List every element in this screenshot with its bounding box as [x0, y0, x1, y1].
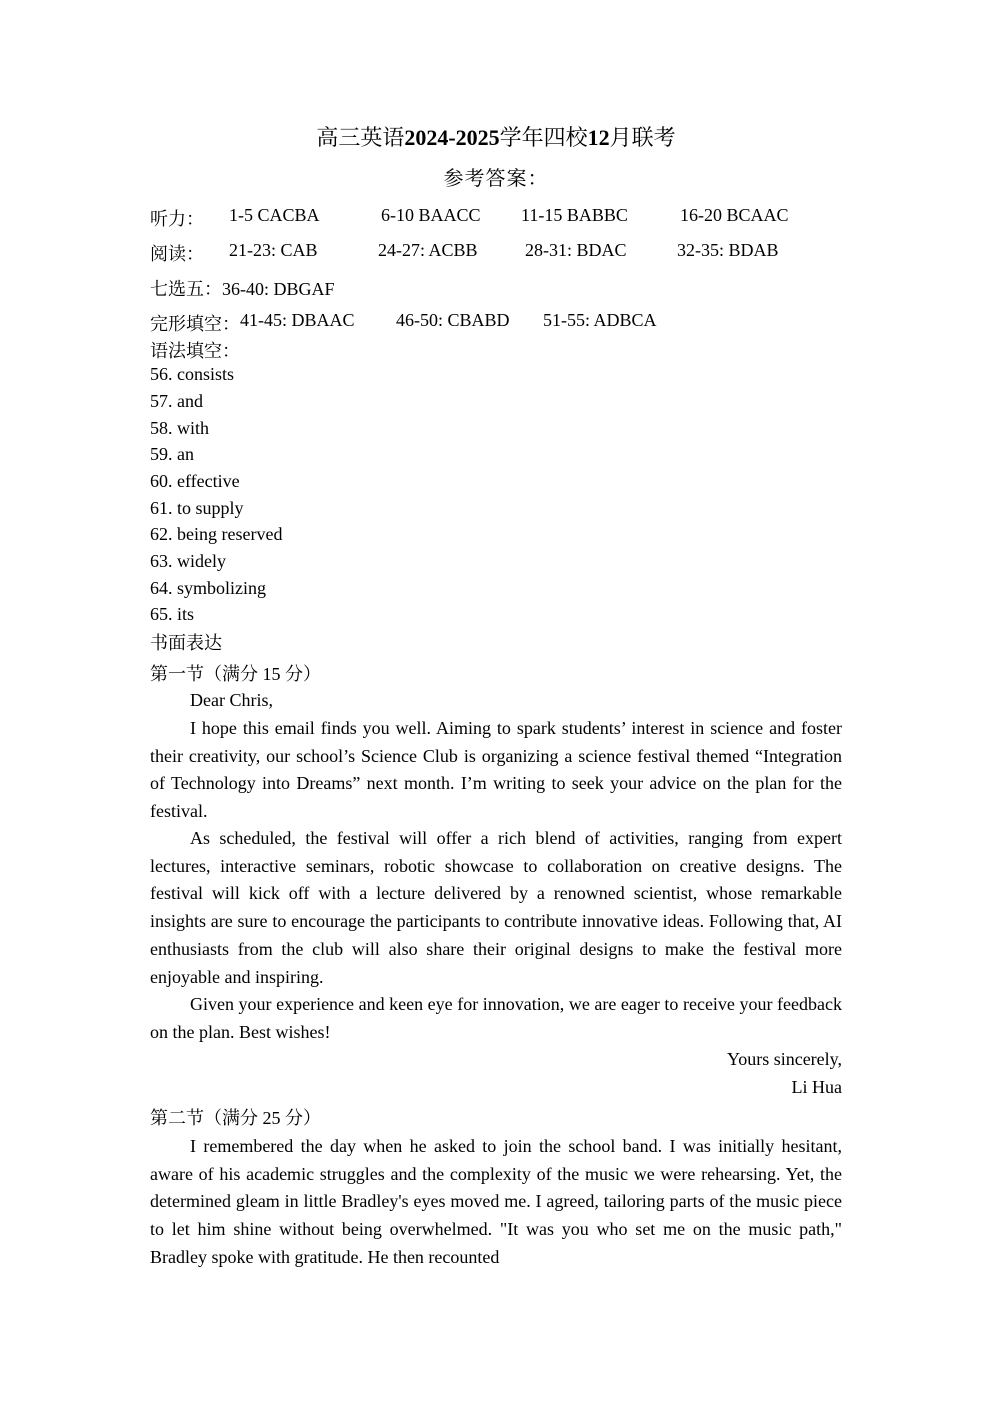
grammar-answer-65: 65. its: [150, 604, 195, 624]
grammar-answer-59: 59. an: [150, 444, 194, 464]
page-subtitle: 参考答案：: [443, 168, 549, 190]
cloze-label: 完形填空：: [150, 314, 240, 334]
seven-choose-five-answers: 七选五：36-40: DBGAF: [150, 279, 335, 299]
letter-paragraph-1: I hope this email finds you well. Aiming to spark students’ interest in science and foster their creativity, our school’s Science Club is organizing a science festival themed “Integration of Technology into Dreams” next month. I’m writing to seek your advice on the plan for the festival.: [150, 718, 842, 822]
title-years: 2024-2025: [404, 125, 500, 150]
section2-heading: 第二节（满分 25 分）: [150, 1108, 321, 1128]
cloze-answers-3: 51-55: ADBCA: [543, 310, 657, 330]
grammar-answer-60: 60. effective: [150, 471, 240, 491]
cloze-answers-1: 41-45: DBAAC: [240, 310, 355, 330]
reading-answers-4: 32-35: BDAB: [677, 240, 779, 260]
letter-paragraph-2: As scheduled, the festival will offer a rich blend of activities, ranging from expert lectures, interactive seminars, robotic showcase to collaboration on creative designs. The festival will kick off with a lecture delivered by a renowned scientist, whose remarkable insights are sure to encourage the participants to contribute innovative ideas. Following that, AI enthusiasts from the club will also share their original designs to make the festival more enjoyable and inspiring.: [150, 828, 842, 987]
letter-signature: Li Hua: [791, 1077, 842, 1097]
story-paragraph: I remembered the day when he asked to join the school band. I was initially hesitant, aware of his academic struggles and the complexity of the music we were rehearsing. Yet, the determined gleam in little Bradley's eyes moved me. I agreed, tailoring parts of the music piece to let him shine without being overwhelmed. "It was you who set me on the music path," Bradley spoke with gratitude. He then recounted: [150, 1136, 842, 1267]
grammar-answer-61: 61. to supply: [150, 498, 244, 518]
grammar-answer-64: 64. symbolizing: [150, 578, 266, 598]
cloze-answers-2: 46-50: CBABD: [396, 310, 510, 330]
grammar-label: 语法填空：: [150, 341, 240, 361]
section1-heading: 第一节（满分 15 分）: [150, 664, 321, 684]
writing-label: 书面表达: [150, 633, 222, 653]
reading-answers-1: 21-23: CAB: [229, 240, 318, 260]
listening-answers-4: 16-20 BCAAC: [680, 205, 789, 225]
letter-greeting: Dear Chris,: [190, 690, 273, 710]
listening-answers-3: 11-15 BABBC: [521, 205, 628, 225]
letter-paragraph-3: Given your experience and keen eye for innovation, we are eager to receive your feedback on the plan. Best wishes!: [150, 994, 842, 1042]
grammar-answer-57: 57. and: [150, 391, 203, 411]
reading-answers-3: 28-31: BDAC: [525, 240, 627, 260]
reading-label: 阅读：: [150, 244, 204, 264]
title-suffix: 月联考: [609, 125, 676, 150]
page-title: [0, 121, 992, 152]
listening-answers-2: 6-10 BAACC: [381, 205, 481, 225]
title-prefix: 高三英语: [316, 125, 405, 150]
letter-closing: Yours sincerely,: [727, 1049, 842, 1069]
listening-label: 听力：: [150, 209, 204, 229]
listening-answers-1: 1-5 CACBA: [229, 205, 320, 225]
reading-answers-2: 24-27: ACBB: [378, 240, 478, 260]
grammar-answer-56: 56. consists: [150, 364, 235, 384]
title-month: 12: [587, 125, 610, 150]
grammar-answer-62: 62. being reserved: [150, 524, 283, 544]
grammar-answer-63: 63. widely: [150, 551, 226, 571]
title-middle: 学年四校: [499, 125, 588, 150]
grammar-answer-58: 58. with: [150, 418, 210, 438]
